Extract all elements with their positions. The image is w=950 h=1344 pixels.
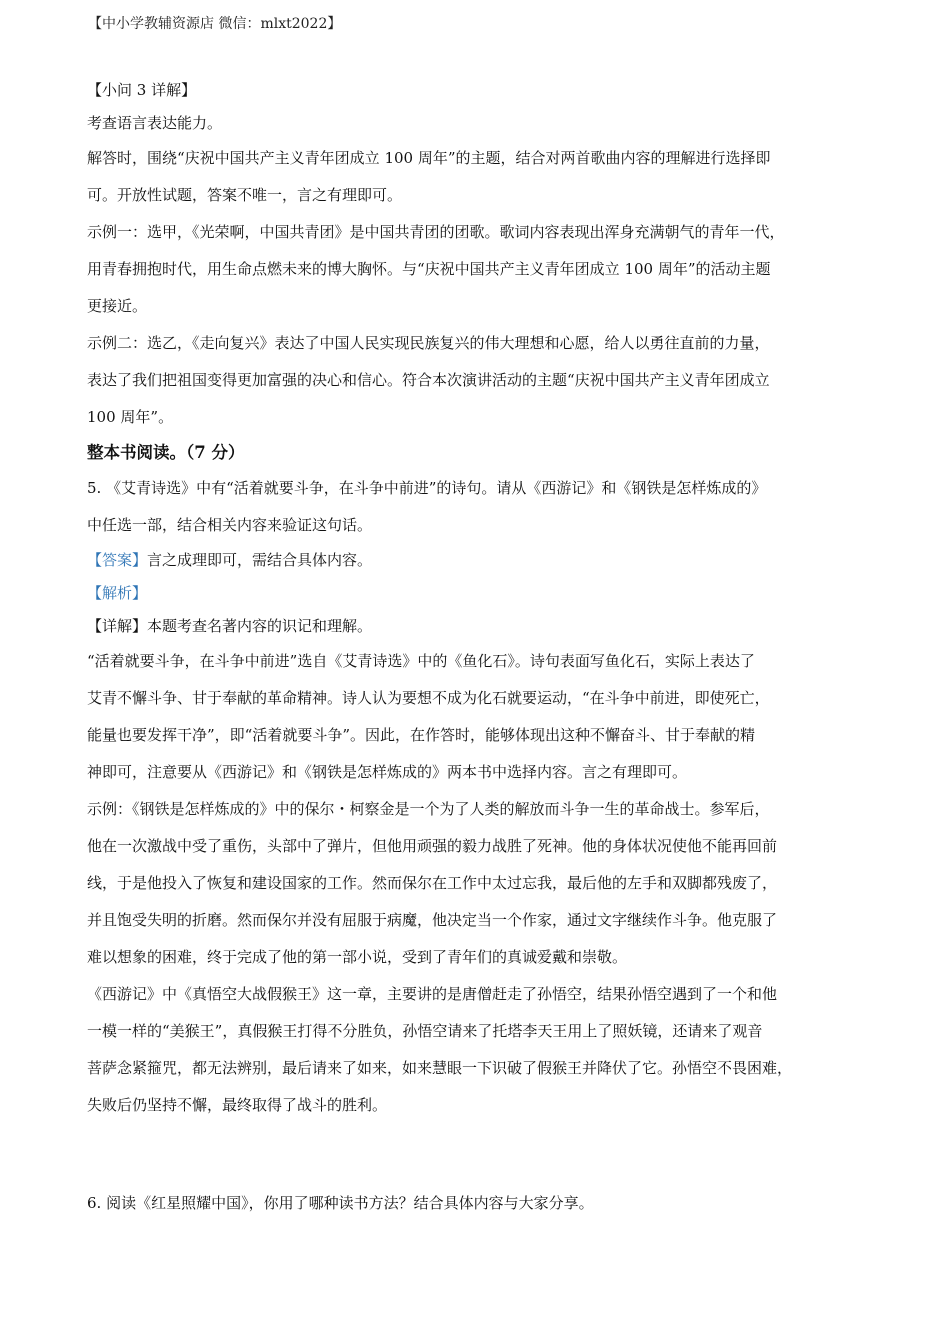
q5-explanation-line-1: “活着就要斗争，在斗争中前进”选自《艾青诗选》中的《鱼化石》。诗句表面写鱼化石，实际上表达了 [87, 652, 755, 670]
q5-answer [87, 544, 867, 577]
q5-explanation-line-7: 线，于是他投入了恢复和建设国家的工作。然而保尔在工作中太过忘我，最后他的左手和双脚都残废了， [87, 874, 778, 892]
q3-line-3: 可。开放性试题，答案不唯一，言之有理即可。 [87, 186, 403, 204]
detail-text: 本题考查名著内容的识记和理解。 [147, 617, 373, 635]
q5-explanation-line-3: 能量也要发挥干净”，即“活着就要斗争”。因此，在作答时，能够体现出这种不懈奋斗、甘于奉献的精 [87, 726, 756, 744]
q3-line-2: 解答时，围绕“庆祝中国共产主义青年团成立 100 周年”的主题，结合对两首歌曲内容的理解进行选择即 [87, 149, 771, 167]
q3-line-5: 用青春拥抱时代，用生命点燃未来的博大胸怀。与“庆祝中国共产主义青年团成立 100 周年”的活动主题 [87, 260, 771, 278]
blank-space [87, 1124, 867, 1185]
q5-explanation-line-8: 并且饱受失明的折磨。然而保尔并没有屈服于病魔，他决定当一个作家，通过文字继续作斗争。他克服了 [87, 911, 778, 929]
q3-line-6: 更接近。 [87, 297, 148, 315]
q3-line-4: 示例一：选甲，《光荣啊，中国共青团》是中国共青团的团歌。歌词内容表现出浑身充满朝气的青年一代， [87, 223, 785, 241]
detail-label: 【详解】 [87, 617, 148, 635]
watermark-header: 【中小学教辅资源店 微信：mlxt2022】 [88, 16, 342, 32]
answer-label: 【答案】 [87, 551, 148, 569]
q3-line-8: 表达了我们把祖国变得更加富强的决心和信心。符合本次演讲活动的主题“庆祝中国共产主义青年团成立 [87, 371, 770, 389]
section-title: 整本书阅读。（7 分） [87, 443, 245, 462]
q5-question-line-1: 5. 《艾青诗选》中有“活着就要斗争，在斗争中前进”的诗句。请从《西游记》和《钢铁是怎样炼成的》 [87, 479, 767, 497]
answer-text: 言之成理即可，需结合具体内容。 [147, 551, 373, 569]
q5-explanation-line-9: 难以想象的困难，终于完成了他的第一部小说，受到了青年们的真诚爱戴和崇敬。 [87, 948, 628, 966]
q5-explanation-line-11: 一模一样的“美猴王”，真假猴王打得不分胜负，孙悟空请来了托塔李天王用上了照妖镜，还请来了观音 [87, 1022, 763, 1040]
q5-explanation-line-13: 失败后仍坚持不懈，最终取得了战斗的胜利。 [87, 1096, 388, 1114]
q3-heading: 【小问 3 详解】 [87, 81, 197, 99]
q3-line-9: 100 周年”。 [87, 408, 174, 426]
q3-line-7: 示例二：选乙，《走向复兴》表达了中国人民实现民族复兴的伟大理想和心愿，给人以勇往直前的力量， [87, 334, 770, 352]
document-body [87, 74, 867, 1222]
q5-explanation-line-10: 《西游记》中《真悟空大战假猴王》这一章，主要讲的是唐僧赶走了孙悟空，结果孙悟空遇到了一个和他 [87, 985, 778, 1003]
q5-detail [87, 610, 867, 643]
q3-line-1: 考查语言表达能力。 [87, 114, 223, 132]
q5-explanation-line-6: 他在一次激战中受了重伤，头部中了弹片，但他用顽强的毅力战胜了死神。他的身体状况使他不能再回前 [87, 837, 778, 855]
q5-question-line-2: 中任选一部，结合相关内容来验证这句话。 [87, 516, 373, 534]
q6-question: 6. 阅读《红星照耀中国》，你用了哪种读书方法？结合具体内容与大家分享。 [87, 1194, 594, 1212]
q5-analysis [87, 577, 867, 610]
analysis-label: 【解析】 [87, 584, 148, 602]
q5-explanation-line-2: 艾青不懈斗争、甘于奉献的革命精神。诗人认为要想不成为化石就要运动，“在斗争中前进，即使死亡， [87, 689, 770, 707]
q5-explanation-line-5: 示例：《钢铁是怎样炼成的》中的保尔・柯察金是一个为了人类的解放而斗争一生的革命战士。参军后， [87, 800, 770, 818]
q5-explanation-line-4: 神即可，注意要从《西游记》和《钢铁是怎样炼成的》两本书中选择内容。言之有理即可。 [87, 763, 688, 781]
q5-explanation-line-12: 菩萨念紧箍咒，都无法辨别，最后请来了如来，如来慧眼一下识破了假猴王并降伏了它。孙悟空不畏困难， [87, 1059, 793, 1077]
